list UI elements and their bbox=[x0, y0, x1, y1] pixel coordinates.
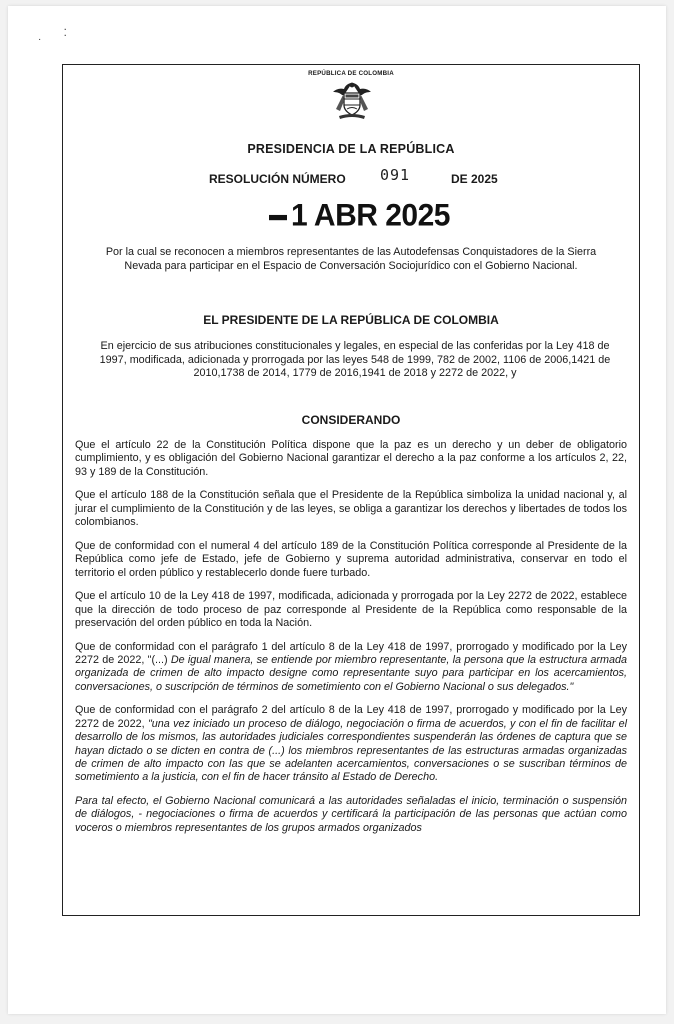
paragraph: Que el artículo 10 de la Ley 418 de 1997, modificada, adicionada y prorrogada por la Ley 2272 de 2022, establece que la dirección de todo proceso de paz corresponde al Presidente de la República como responsable de la preservación del orden público en toda la Nación. bbox=[75, 590, 627, 630]
paragraph: Que de conformidad con el numeral 4 del artículo 189 de la Constitución Política corresponde al Presidente de la República como jefe de Estado, jefe de Gobierno y suprema autoridad administrativa, conservar en todo el territorio el orden público y restablecerlo donde fuere turbado. bbox=[75, 539, 627, 579]
legal-quote: "una vez iniciado un proceso de diálogo, negociación o firma de acuerdos, y con el fin de facilitar el desarrollo de los mismos, las autoridades judiciales correspondientes suspenderán las órdenes de captura que se hayan dictado o se dicten en contra de (...) los miembros representantes de las estructuras armadas organizadas de crimen de alto impacto con las que se adelanten acercamientos, conversaciones o se suscriban términos de sometimiento a la justicia, con el fin de hacer tránsito al Estado de Derecho. bbox=[75, 717, 627, 784]
legal-quote: De igual manera, se entiende por miembro representante, la persona que la estructura armada organizada de crimen de alto impacto designe como representante suyo para participar en los acercamientos, conversaciones, o suscripción de términos de sometimiento con el Gobierno Nacional o sus delegados." bbox=[75, 654, 627, 693]
date-stamp bbox=[269, 198, 450, 234]
resolution-year: DE 2025 bbox=[451, 172, 498, 186]
paragraph: Que el artículo 22 de la Constitución Política dispone que la paz es un derecho y un deber de obligatorio cumplimiento, y es obligación del Gobierno Nacional garantizar el derecho a la paz conforme a los artículos 2, 22, 93 y 189 de la Constitución. bbox=[75, 439, 627, 478]
powers-paragraph: En ejercicio de sus atribuciones constitucionales y legales, en especial de las conferidas por la Ley 418 de 1997, modificada, adicionada y prorrogada por las leyes 548 de 1999, 782 de 2002, 1106 de 2006,1421 de 2010,1738 de 2014, 1779 de 2016,1941 de 2018 y 2272 de 2022, y bbox=[99, 340, 611, 380]
scan-marks: · ⁚ bbox=[38, 28, 67, 45]
resolution-number: 091 bbox=[380, 166, 411, 184]
paragraph-intro: Que de conformidad con el parágrafo 2 del artículo 8 de la Ley 418 de 1997, prorrogado y modificado por la Ley 2272 de 2022, bbox=[75, 704, 627, 730]
document-page bbox=[8, 6, 666, 1014]
paragraph-intro: Que de conformidad con el parágrafo 1 del artículo 8 de la Ley 418 de 1997, prorrogado y modificado por la Ley 2272 de 2022, "(...) bbox=[75, 640, 627, 667]
resolution-label: RESOLUCIÓN NÚMERO bbox=[209, 172, 346, 186]
document-frame bbox=[62, 64, 640, 916]
considerando-heading: CONSIDERANDO bbox=[301, 413, 401, 427]
paragraph: Para tal efecto, el Gobierno Nacional comunicará a las autoridades señaladas el inicio, terminación o suspensión de diálogos, - negociaciones o firma de acuerdos y certificará la participación de las personas que actúan como voceros o miembros representantes de los grupos armados organizados bbox=[75, 795, 627, 834]
coat-of-arms-icon bbox=[331, 79, 373, 121]
considerations-body bbox=[75, 439, 627, 845]
resolution-subject: Por la cual se reconocen a miembros representantes de las Autodefensas Conquistadores de la Sierra Nevada para participar en el Espacio de Conversación Sociojurídico con el Gobierno Nacional. bbox=[105, 246, 597, 272]
issuer-title: PRESIDENCIA DE LA REPÚBLICA bbox=[247, 142, 455, 156]
date-stamp-text: 1 ABR 2025 bbox=[291, 198, 450, 233]
date-dash bbox=[269, 215, 287, 220]
president-heading: EL PRESIDENTE DE LA REPÚBLICA DE COLOMBIA bbox=[203, 313, 499, 327]
country-label: REPÚBLICA DE COLOMBIA bbox=[308, 70, 394, 77]
resolution-line bbox=[63, 166, 639, 190]
paragraph bbox=[75, 641, 627, 695]
paragraph: Que el artículo 188 de la Constitución señala que el Presidente de la República simboliza la unidad nacional y, al jurar el cumplimiento de la Constitución y de las leyes, se obliga a garantizar los derechos y libertades de todos los colombianos. bbox=[75, 489, 627, 529]
paragraph bbox=[75, 704, 627, 784]
